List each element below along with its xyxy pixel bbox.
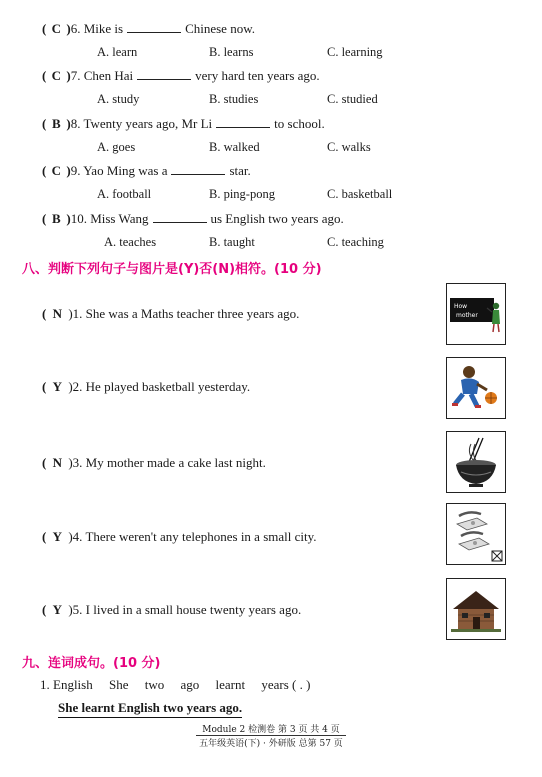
answer-blank bbox=[171, 163, 225, 175]
judge-answer: Y bbox=[52, 529, 63, 544]
word-order-question-1: 1. English She two ago learnt years ( . ) bbox=[40, 677, 311, 692]
mc-question-7: ( C )7. Chen Hai very hard ten years ago. bbox=[42, 68, 320, 83]
question-text-after: star. bbox=[229, 163, 251, 178]
option-c: C. studied bbox=[327, 92, 378, 106]
word-order-answer-1: She learnt English two years ago. bbox=[58, 700, 242, 718]
mc-question-6: ( C )6. Mike is Chinese now. bbox=[42, 21, 255, 36]
judge-answer: N bbox=[52, 455, 63, 470]
option-c: C. learning bbox=[327, 45, 383, 59]
question-text-before: Yao Ming was a bbox=[83, 163, 168, 178]
question-text-after: Chinese now. bbox=[185, 21, 255, 36]
question-text-before: Twenty years ago, Mr Li bbox=[83, 116, 213, 131]
question-number: 6 bbox=[70, 21, 78, 36]
judge-text: )2. He played basketball yesterday. bbox=[68, 379, 251, 394]
mc-question-8: ( B )8. Twenty years ago, Mr Li to school. bbox=[42, 116, 325, 131]
option-a: A. football bbox=[97, 187, 152, 201]
telephones-crossed-picture bbox=[446, 503, 506, 565]
question-number: 9 bbox=[70, 163, 78, 178]
judge-item-2: ( Y )2. He played basketball yesterday. bbox=[42, 379, 251, 394]
option-b: B. ping-pong bbox=[209, 187, 275, 201]
option-b: B. taught bbox=[209, 235, 255, 249]
option-a: A. study bbox=[97, 92, 140, 106]
judge-item-5: ( Y )5. I lived in a small house twenty years ago. bbox=[42, 602, 302, 617]
svg-text:mother: mother bbox=[456, 312, 478, 319]
question-number: 10 bbox=[70, 211, 84, 226]
footer-line-2: 五年级英语(下) · 外研版 总第 57 页 bbox=[199, 739, 343, 749]
answer-letter: C bbox=[51, 68, 62, 83]
svg-text:How: How bbox=[454, 303, 468, 310]
mc-question-9: ( C )9. Yao Ming was a star. bbox=[42, 163, 251, 178]
section-8-title: 八、判断下列句子与图片是(Y)否(N)相符。(10 分) bbox=[22, 262, 322, 277]
answer-letter: C bbox=[51, 21, 62, 36]
judge-item-1: ( N )1. She was a Maths teacher three years ago. bbox=[42, 306, 300, 321]
question-text-after: us English two years ago. bbox=[210, 211, 344, 226]
small-house-picture bbox=[446, 578, 506, 640]
judge-text: )5. I lived in a small house twenty years ago. bbox=[68, 602, 302, 617]
judge-item-4: ( Y )4. There weren't any telephones in a small city. bbox=[42, 529, 317, 544]
judge-answer: Y bbox=[52, 379, 63, 394]
question-text-after: very hard ten years ago. bbox=[195, 68, 320, 83]
footer-line-1: Module 2 检测卷 第 3 页 共 4 页 bbox=[196, 722, 345, 736]
question-text-before: Mike is bbox=[83, 21, 124, 36]
option-a: A. learn bbox=[97, 45, 138, 59]
option-a: A. teaches bbox=[104, 235, 157, 249]
answer-blank bbox=[127, 21, 181, 33]
noodles-bowl-picture bbox=[446, 431, 506, 493]
option-a: A. goes bbox=[97, 140, 136, 154]
option-c: C. basketball bbox=[327, 187, 393, 201]
option-c: C. walks bbox=[327, 140, 371, 154]
answer-letter: B bbox=[52, 211, 61, 226]
answer-blank bbox=[216, 116, 270, 128]
judge-answer: Y bbox=[52, 602, 63, 617]
answer-letter: B bbox=[52, 116, 61, 131]
mc-question-10: ( B )10. Miss Wang us English two years ago. bbox=[42, 211, 344, 226]
option-b: B. walked bbox=[209, 140, 260, 154]
answer-blank bbox=[153, 211, 207, 223]
answer-letter: C bbox=[51, 163, 62, 178]
option-b: B. learns bbox=[209, 45, 254, 59]
judge-item-3: ( N )3. My mother made a cake last night. bbox=[42, 455, 266, 470]
judge-text: )1. She was a Maths teacher three years ago. bbox=[68, 306, 300, 321]
teacher-blackboard-picture bbox=[446, 283, 506, 345]
judge-text: )4. There weren't any telephones in a small city. bbox=[68, 529, 317, 544]
answer-blank bbox=[137, 68, 191, 80]
judge-text: )3. My mother made a cake last night. bbox=[68, 455, 266, 470]
question-text-after: to school. bbox=[274, 116, 325, 131]
judge-answer: N bbox=[52, 306, 63, 321]
basketball-player-picture bbox=[446, 357, 506, 419]
question-text-before: Miss Wang bbox=[90, 211, 149, 226]
section-9-title: 九、连词成句。(10 分) bbox=[22, 656, 161, 671]
footer-page-info bbox=[0, 722, 542, 736]
question-number: 8 bbox=[70, 116, 78, 131]
question-text-before: Chen Hai bbox=[83, 68, 134, 83]
option-b: B. studies bbox=[209, 92, 259, 106]
question-number: 7 bbox=[70, 68, 78, 83]
option-c: C. teaching bbox=[327, 235, 384, 249]
